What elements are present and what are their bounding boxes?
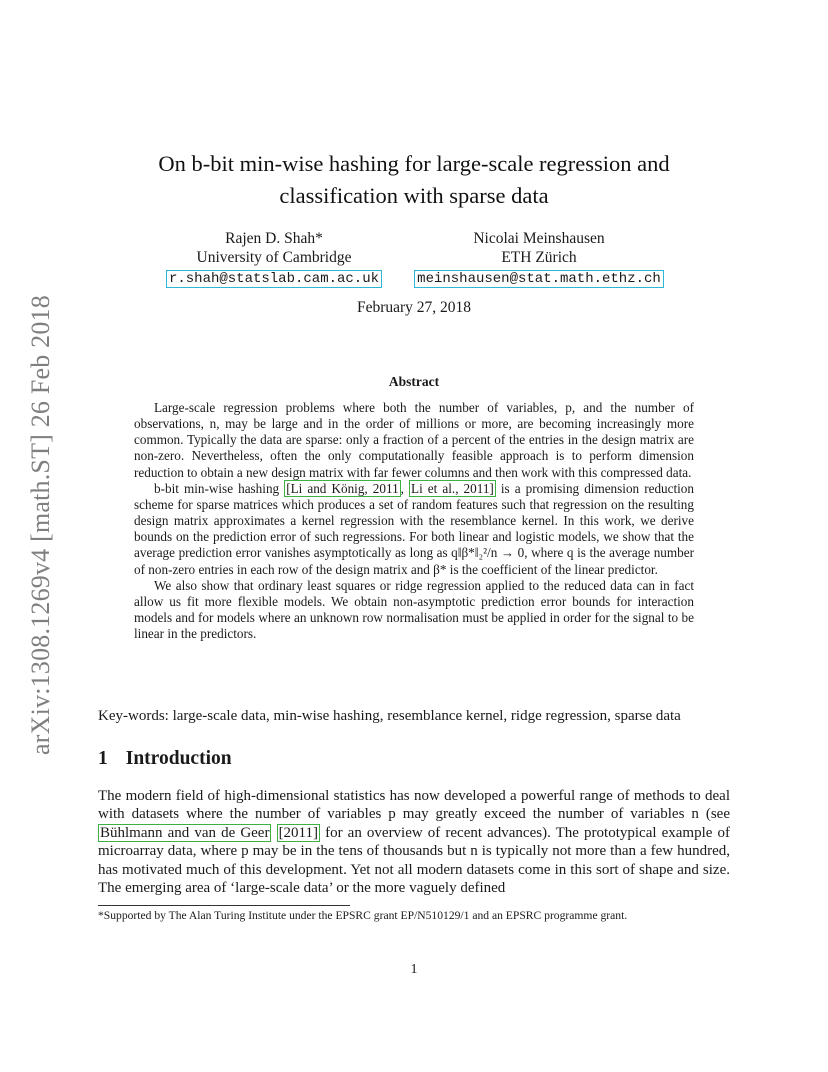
section-number: 1 [98, 748, 108, 769]
citation-link[interactable]: Bühlmann and van de Geer [100, 824, 270, 841]
title-line-2: classification with sparse data [279, 183, 549, 208]
author-block-2 [400, 229, 678, 288]
keywords: Key-words: large-scale data, min-wise hashing, resemblance kernel, ridge regression, sparse data [98, 708, 681, 724]
arxiv-stamp-text: arXiv:1308.1269v4 [math.ST] 26 Feb 2018 [26, 295, 55, 755]
intro-paragraph: The modern field of high-dimensional statistics has now developed a powerful range of methods to deal with datasets where the number of variables p may greatly exceed the number of variables n (see Bühlmann and van de Geer [2011] for an overview of recent advances). The prototypical example of microarray data, where p may be in the tens of thousands but n is typically not more than a few hundred, has motivated much of this development. Yet not all modern datasets come in this sort of shape and size. The emerging area of ‘large-scale data’ or the more vaguely defined [98, 788, 731, 897]
abstract-paragraph: We also show that ordinary least squares or ridge regression applied to the reduced data can in fact allow us fit more flexible models. We obtain non-asymptotic prediction error bounds for interaction models and for models where an unknown row normalisation must be applied in order for the signal to be linear in the predictors. [134, 577, 694, 642]
title-line-1: On b-bit min-wise hashing for large-scale regression and [158, 151, 670, 176]
abstract-paragraph: Large-scale regression problems where both the number of variables, p, and the number of observations, n, may be large and in the order of millions or more, are becoming increasingly more common. Typically the data are sparse: only a fraction of a percent of the entries in the design matrix are non-zero. Nevertheless, often the only computationally feasible approach is to perform dimension reduction to obtain a new design matrix with far fewer columns and then work with this compressed data. [134, 400, 694, 480]
abstract-body [134, 400, 694, 642]
footnote: *Supported by The Alan Turing Institute under the EPSRC grant EP/N510129/1 and an EPSRC programme grant. [98, 909, 628, 922]
citation-link[interactable]: [Li and König, 2011 [286, 480, 399, 496]
footnote-rule [98, 905, 350, 906]
paper-date: February 27, 2018 [356, 299, 472, 316]
author-name: Nicolai Meinshausen [473, 230, 605, 247]
page-number: 1 [410, 962, 418, 977]
section-title: Introduction [125, 748, 232, 769]
author-affiliation: University of Cambridge [196, 249, 352, 266]
abstract-heading: Abstract [388, 374, 440, 389]
author-affiliation: ETH Zürich [501, 249, 577, 266]
section-heading [98, 748, 232, 770]
author-block-1 [140, 229, 408, 288]
paper-title [100, 148, 728, 212]
author-email-link[interactable]: r.shah@statslab.cam.ac.uk [166, 270, 382, 288]
author-name: Rajen D. Shah* [225, 230, 323, 247]
abstract-paragraph: b-bit min-wise hashing [Li and König, 2011 , Li et al., 2011] is a promising dimension reduction scheme for sparse matrices which produces a set of random features such that regression on the resulting design matrix approximates a kernel regression with the resemblance kernel. In this work, we derive bounds on the prediction error of such regressions. For both linear and logistic models, we show that the average prediction error vanishes asymptotically as long as q‖β*‖₂²/n → 0, where q is the average number of non-zero entries in each row of the design matrix and β* is the coefficient of the linear predictor. [134, 480, 694, 577]
citation-year-link[interactable]: [2011] [278, 824, 318, 841]
author-email-link[interactable]: meinshausen@stat.math.ethz.ch [414, 270, 664, 288]
citation-link[interactable]: Li et al., 2011] [411, 480, 494, 496]
